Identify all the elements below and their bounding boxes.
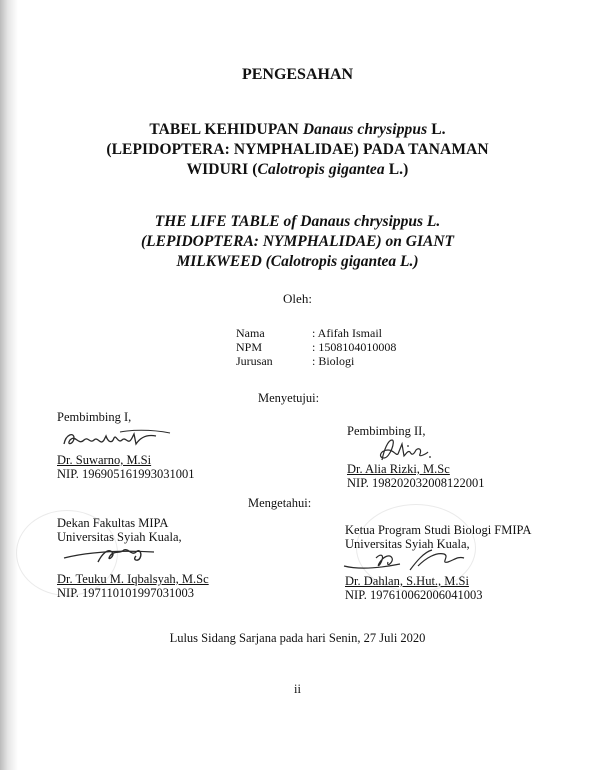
page-number: ii	[294, 682, 301, 696]
advisor-2-nip: NIP. 198202032008122001	[347, 476, 485, 490]
title-en-line-1	[0, 212, 595, 232]
program-head-role-line-2: Universitas Syiah Kuala,	[345, 537, 470, 551]
menyetujui-label: Menyetujui:	[258, 391, 320, 405]
title-id-line-3-pre: WIDURI (	[186, 161, 258, 178]
nama-value: : Afifah Ismail	[312, 326, 382, 340]
title-en-plant-species: Calotropis gigantea	[270, 253, 397, 270]
title-id-line-3	[0, 160, 595, 180]
program-head-signature	[340, 546, 470, 576]
jurusan-value: : Biologi	[312, 354, 355, 368]
title-id-line-1-post: L.	[427, 121, 446, 138]
program-head-role-line-1: Ketua Program Studi Biologi FMIPA	[345, 523, 532, 537]
title-id-line-3-post: L.)	[384, 161, 409, 178]
npm-label: NPM	[236, 340, 263, 354]
advisor-1-nip: NIP. 196905161993031001	[57, 467, 195, 481]
dean-name: Dr. Teuku M. Iqbalsyah, M.Sc	[57, 572, 209, 586]
dean-signature	[58, 540, 178, 572]
program-head-name: Dr. Dahlan, S.Hut., M.Si	[345, 574, 469, 588]
title-en-line-3-pre: MILKWEED (	[176, 253, 271, 270]
title-en-line-3	[0, 252, 595, 272]
nama-label: Nama	[236, 326, 265, 340]
title-id-plant-species: Calotropis gigantea	[257, 161, 385, 178]
jurusan-label: Jurusan	[236, 354, 273, 368]
advisor-2-role: Pembimbing II,	[347, 424, 426, 438]
title-en-line-1-post: L.	[423, 213, 441, 230]
graduation-statement: Lulus Sidang Sarjana pada hari Senin, 27 Juli 2020	[169, 631, 426, 645]
program-head-nip: NIP. 197610062006041003	[345, 588, 483, 602]
title-id-line-1-pre: TABEL KEHIDUPAN	[149, 121, 303, 138]
advisor-1-name: Dr. Suwarno, M.Si	[57, 453, 152, 467]
title-id-line-1	[0, 120, 595, 140]
oleh-label: Oleh:	[283, 291, 312, 306]
title-id-line-2: (LEPIDOPTERA: NYMPHALIDAE) PADA TANAMAN	[106, 141, 489, 158]
advisor-2-signature	[368, 436, 448, 464]
advisor-1-role: Pembimbing I,	[57, 410, 132, 424]
title-en-species: Danaus chrysippus	[300, 213, 424, 230]
title-en-line-2: (LEPIDOPTERA: NYMPHALIDAE) on GIANT	[140, 233, 455, 250]
dean-role-line-2: Universitas Syiah Kuala,	[57, 530, 182, 544]
title-id-species: Danaus chrysippus	[302, 121, 428, 138]
dean-nip: NIP. 197110101997031003	[57, 586, 195, 600]
advisor-2-name: Dr. Alia Rizki, M.Sc	[347, 462, 450, 476]
npm-value: : 1508104010008	[312, 340, 397, 354]
dean-role-line-1: Dekan Fakultas MIPA	[57, 516, 169, 530]
page-title: PENGESAHAN	[241, 66, 354, 83]
title-en-line-3-post: L.)	[396, 253, 419, 270]
title-en-line-1-pre: THE LIFE TABLE of	[154, 213, 301, 230]
mengetahui-label: Mengetahui:	[248, 496, 312, 510]
advisor-1-signature	[60, 424, 180, 452]
